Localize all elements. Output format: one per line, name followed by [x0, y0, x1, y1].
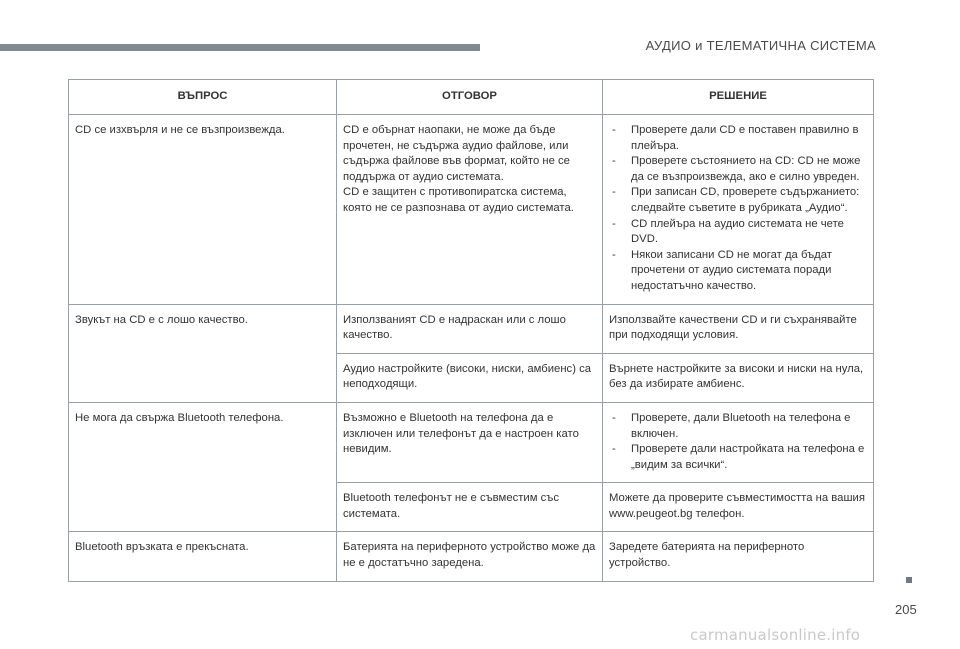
- column-header-answer: ОТГОВОР: [337, 80, 603, 115]
- list-item: [609, 123, 867, 154]
- list-item: [609, 442, 867, 473]
- table-row: [69, 304, 874, 353]
- list-item-text: CD плейъра на аудио системата не чете DVD.: [631, 217, 844, 246]
- answer-cell: [337, 115, 603, 305]
- question-cell: Bluetooth връзката е прекъсната.: [69, 532, 337, 581]
- empty-question-cell: [69, 483, 337, 532]
- bullet-dash: -: [612, 155, 616, 168]
- list-item: [609, 154, 867, 185]
- answer-cell: Bluetooth телефонът не е съвместим със системата.: [337, 483, 603, 532]
- list-item: [609, 217, 867, 248]
- bullet-dash: -: [612, 186, 616, 199]
- column-header-solution: РЕШЕНИЕ: [603, 80, 874, 115]
- list-item-text: Някои записани CD не могат да бъдат прочетени от аудио системата поради недостатъчно качество.: [631, 248, 832, 292]
- list-item-text: Проверете състоянието на CD: CD не може да се възпроизвежда, ако е силно увреден.: [631, 155, 861, 183]
- list-item: [609, 185, 867, 216]
- troubleshooting-table: [68, 79, 874, 582]
- list-item: [609, 411, 867, 442]
- question-cell: Звукът на CD е с лошо качество.: [69, 304, 337, 353]
- answer-cell: Възможно е Bluetooth на телефона да е изключен или телефонът да е настроен като невидим.: [337, 402, 603, 482]
- answer-cell: Батерията на периферното устройство може да не е достатъчно заредена.: [337, 532, 603, 581]
- column-header-question: ВЪПРОС: [69, 80, 337, 115]
- solution-cell: Върнете настройките за високи и ниски на нула, без да избирате амбиенс.: [603, 353, 874, 402]
- answer-cell: Използваният CD е надраскан или с лошо качество.: [337, 304, 603, 353]
- table-row: [69, 532, 874, 581]
- bullet-dash: -: [612, 443, 616, 456]
- table-row: [69, 115, 874, 305]
- solution-list: [609, 411, 867, 473]
- page-number: 205: [895, 602, 917, 617]
- question-cell: Не мога да свържа Bluetooth телефона.: [69, 402, 337, 482]
- list-item-text: Проверете, дали Bluetooth на телефона е включен.: [631, 411, 851, 440]
- answer-cell: Аудио настройките (високи, ниски, амбиенс) са неподходящи.: [337, 353, 603, 402]
- list-item-text: Проверете дали CD е поставен правилно в плейъра.: [631, 124, 859, 152]
- answer-text: CD е обърнат наопаки, не може да бъде прочетен, не съдържа аудио файлове, или съдържа файлове във формат, който не се поддържа от аудио системата.: [343, 124, 570, 183]
- list-item-text: При записан CD, проверете съдържанието: следвайте съветите в рубриката „Аудио“.: [631, 186, 860, 214]
- table-row: [69, 402, 874, 482]
- solution-cell: Заредете батерията на периферното устройство.: [603, 532, 874, 581]
- bullet-dash: -: [612, 124, 616, 136]
- section-title: АУДИО и ТЕЛЕМАТИЧНА СИСТЕМА: [645, 38, 876, 53]
- solution-cell: [603, 115, 874, 305]
- empty-question-cell: [69, 353, 337, 402]
- watermark: carmanualsonline.info: [690, 626, 861, 644]
- table-row: [69, 483, 874, 532]
- bullet-dash: -: [612, 411, 616, 424]
- table-header-row: [69, 80, 874, 115]
- question-cell: CD се изхвърля и не се възпроизвежда.: [69, 115, 337, 305]
- page-marker-square: [906, 577, 912, 583]
- bullet-dash: -: [612, 217, 616, 230]
- solution-cell: Използвайте качествени CD и ги съхранявайте при подходящи условия.: [603, 304, 874, 353]
- bullet-dash: -: [612, 248, 616, 261]
- answer-text: CD е защитен с противопиратска система, която не се разпознава от аудио системата.: [343, 186, 574, 214]
- solution-list: [609, 123, 867, 295]
- list-item-text: Проверете дали настройката на телефона е „видим за всички“.: [631, 443, 865, 471]
- solution-cell: Можете да проверите съвместимостта на вашия www.peugeot.bg телефон.: [603, 483, 874, 532]
- solution-cell: [603, 402, 874, 482]
- header-accent-bar: [0, 44, 480, 51]
- list-item: [609, 248, 867, 295]
- table-row: [69, 353, 874, 402]
